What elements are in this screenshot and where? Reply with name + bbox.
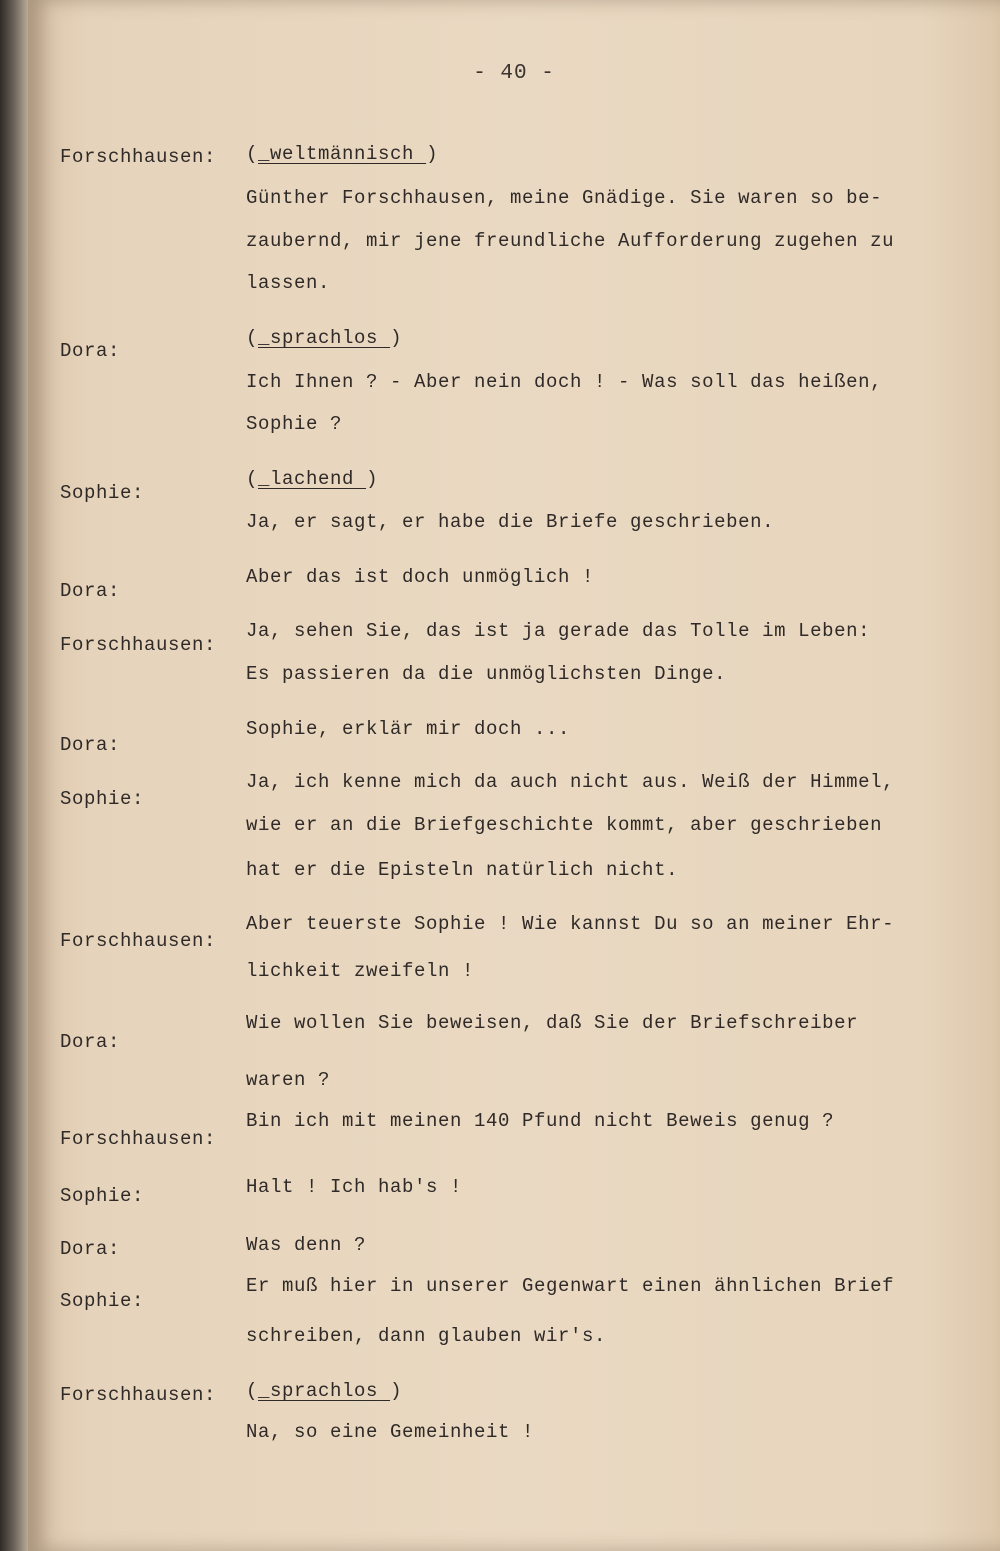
dialogue-line: Es passieren da die unmöglichsten Dinge. [246, 663, 727, 685]
dialogue-line: Günther Forschhausen, meine Gnädige. Sie waren so be- [246, 187, 883, 209]
speaker-label: Dora: [60, 1031, 121, 1053]
dialogue-line: Sophie ? [246, 413, 343, 435]
dialogue-line: Bin ich mit meinen 140 Pfund nicht Beweis genug ? [246, 1110, 835, 1132]
dialogue-line: Halt ! Ich hab's ! [246, 1176, 463, 1198]
dialogue-line: schreiben, dann glauben wir's. [246, 1325, 607, 1347]
speaker-label: Forschhausen: [60, 1384, 217, 1406]
dialogue-line: Ja, ich kenne mich da auch nicht aus. Weiß der Himmel, [246, 771, 895, 793]
dialogue-line: Na, so eine Gemeinheit ! [246, 1421, 535, 1443]
dialogue-line: Aber teuerste Sophie ! Wie kannst Du so an meiner Ehr- [246, 913, 895, 935]
dialogue-line: lassen. [246, 272, 331, 294]
speaker-label: Dora: [60, 1238, 121, 1260]
dialogue-line: hat er die Episteln natürlich nicht. [246, 859, 679, 881]
dialogue-line: Was denn ? [246, 1234, 367, 1256]
dialogue-line: Wie wollen Sie beweisen, daß Sie der Briefschreiber [246, 1012, 859, 1034]
speaker-label: Sophie: [60, 788, 145, 810]
speaker-label: Dora: [60, 340, 121, 362]
dialogue-line: Ich Ihnen ? - Aber nein doch ! - Was soll das heißen, [246, 371, 883, 393]
dialogue-line: Er muß hier in unserer Gegenwart einen ähnlichen Brief [246, 1275, 895, 1297]
dialogue-line: zaubernd, mir jene freundliche Aufforderung zugehen zu [246, 230, 895, 252]
speaker-label: Forschhausen: [60, 634, 217, 656]
speaker-label: Dora: [60, 580, 121, 602]
stage-direction: (_weltmännisch ) [246, 143, 439, 165]
dialogue-line: Aber das ist doch unmöglich ! [246, 566, 595, 588]
speaker-label: Forschhausen: [60, 1128, 217, 1150]
dialogue-line: Ja, sehen Sie, das ist ja gerade das Tolle im Leben: [246, 620, 871, 642]
typescript-page [28, 0, 1000, 1551]
stage-direction: (_lachend ) [246, 468, 379, 490]
dialogue-line: waren ? [246, 1069, 331, 1091]
dialogue-line: wie er an die Briefgeschichte kommt, aber geschrieben [246, 814, 883, 836]
speaker-label: Dora: [60, 734, 121, 756]
dialogue-line: Sophie, erklär mir doch ... [246, 718, 571, 740]
speaker-label: Sophie: [60, 482, 145, 504]
speaker-label: Forschhausen: [60, 146, 217, 168]
stage-direction: (_sprachlos ) [246, 327, 403, 349]
speaker-label: Sophie: [60, 1185, 145, 1207]
dialogue-line: Ja, er sagt, er habe die Briefe geschrieben. [246, 511, 775, 533]
speaker-label: Forschhausen: [60, 930, 217, 952]
dialogue-line: lichkeit zweifeln ! [246, 960, 475, 982]
stage-direction: (_sprachlos ) [246, 1380, 403, 1402]
speaker-label: Sophie: [60, 1290, 145, 1312]
page-number: - 40 - [473, 62, 555, 85]
